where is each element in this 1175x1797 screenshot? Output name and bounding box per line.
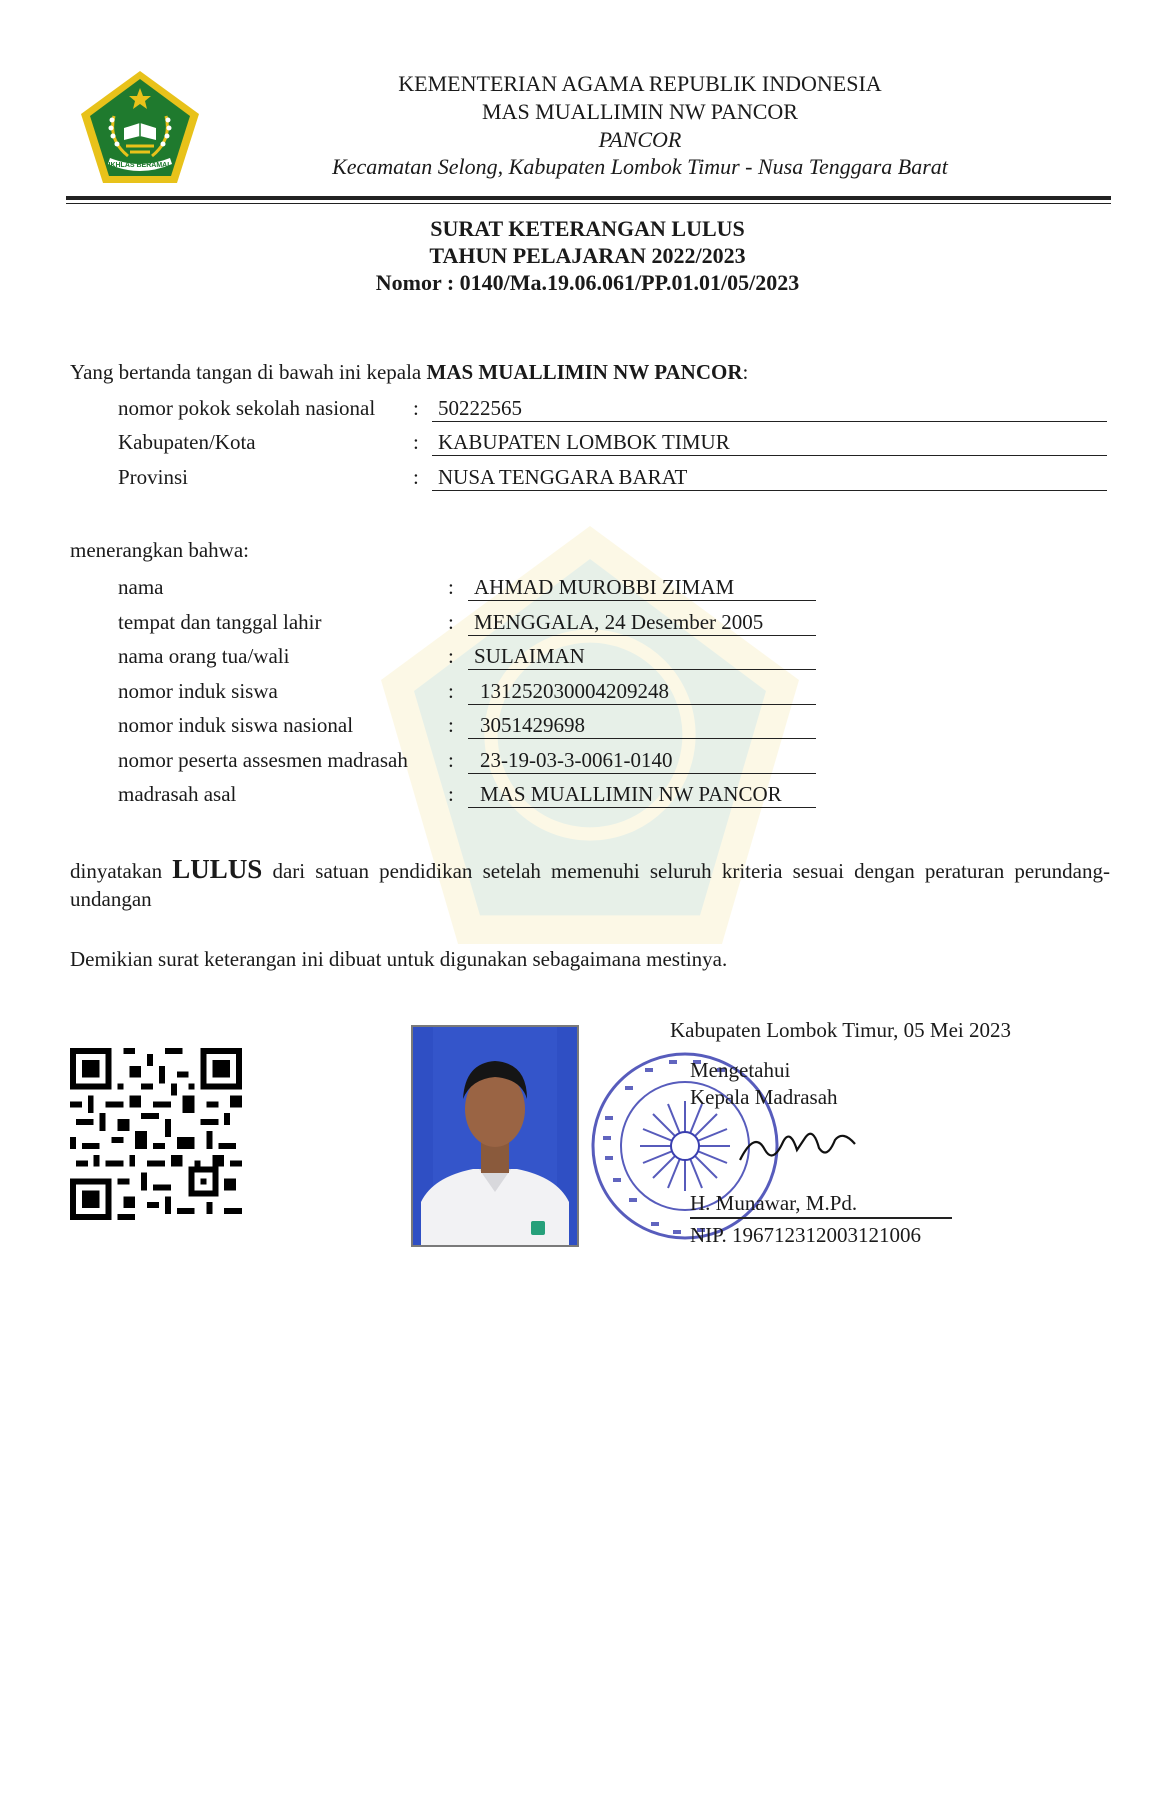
student-photo-illustration bbox=[413, 1027, 577, 1245]
statement-suffix: dari satuan pendidikan setelah memenuhi seluruh kriteria sesuai dengan peraturan perundang-undangan bbox=[70, 859, 1110, 911]
student-info-label: nomor peserta assesmen madrasah bbox=[118, 748, 408, 772]
qr-code bbox=[70, 1048, 242, 1220]
header-rule-thick bbox=[66, 196, 1111, 200]
svg-text:IKHLAS BERAMAL: IKHLAS BERAMAL bbox=[108, 162, 172, 169]
intro-paragraph bbox=[70, 359, 748, 385]
student-info-value: 3051429698 bbox=[468, 712, 816, 739]
signature bbox=[735, 1120, 865, 1170]
school-address: Kecamatan Selong, Kabupaten Lombok Timur - Nusa Tenggara Barat bbox=[332, 154, 948, 179]
student-info-value: 131252030004209248 bbox=[468, 678, 816, 705]
student-info-value: MAS MUALLIMIN NW PANCOR bbox=[468, 781, 816, 808]
statement-prefix: dinyatakan bbox=[70, 859, 173, 883]
ministry-name: KEMENTERIAN AGAMA REPUBLIK INDONESIA bbox=[398, 71, 882, 96]
school-info-value: 50222565 bbox=[432, 395, 1107, 422]
student-info-colon: : bbox=[448, 782, 454, 806]
student-info-label: nama bbox=[118, 575, 164, 599]
graduation-statement bbox=[70, 855, 1110, 913]
student-info-value: SULAIMAN bbox=[468, 643, 816, 670]
student-info-colon: : bbox=[448, 644, 454, 668]
student-info-colon: : bbox=[448, 610, 454, 634]
academic-year: TAHUN PELAJARAN 2022/2023 bbox=[429, 243, 746, 268]
school-info-colon: : bbox=[413, 396, 419, 420]
student-info-label: nama orang tua/wali bbox=[118, 644, 290, 668]
signer-name: H. Munawar, M.Pd. bbox=[690, 1191, 858, 1215]
school-info-value: NUSA TENGGARA BARAT bbox=[432, 464, 1107, 491]
document-title: SURAT KETERANGAN LULUS bbox=[430, 216, 745, 241]
signature-line-1: Mengetahui bbox=[690, 1058, 791, 1082]
signer-underline bbox=[690, 1217, 952, 1219]
student-info-colon: : bbox=[448, 679, 454, 703]
student-info-colon: : bbox=[448, 575, 454, 599]
intro-school: MAS MUALLIMIN NW PANCOR bbox=[426, 360, 743, 384]
student-info-label: tempat dan tanggal lahir bbox=[118, 610, 322, 634]
intro-suffix: : bbox=[742, 360, 749, 384]
header-rule-thin bbox=[66, 203, 1111, 204]
school-name: MAS MUALLIMIN NW PANCOR bbox=[482, 99, 798, 124]
school-info-colon: : bbox=[413, 430, 419, 454]
student-info-label: madrasah asal bbox=[118, 782, 237, 806]
lulus-status: LULUS bbox=[172, 854, 263, 884]
student-info-value: MENGGALA, 24 Desember 2005 bbox=[468, 609, 816, 636]
signer-nip: NIP. 196712312003121006 bbox=[690, 1223, 922, 1247]
student-info-colon: : bbox=[448, 713, 454, 737]
student-info-value: 23-19-03-3-0061-0140 bbox=[468, 747, 816, 774]
school-info-colon: : bbox=[413, 465, 419, 489]
school-info-label: Kabupaten/Kota bbox=[118, 430, 256, 454]
student-info-value: AHMAD MUROBBI ZIMAM bbox=[468, 574, 816, 601]
closing-sentence: Demikian surat keterangan ini dibuat untuk digunakan sebagaimana mestinya. bbox=[70, 947, 728, 971]
student-info-label: nomor induk siswa nasional bbox=[118, 713, 354, 737]
student-info-label: nomor induk siswa bbox=[118, 679, 278, 703]
school-info-label: Provinsi bbox=[118, 465, 189, 489]
menerangkan-label: menerangkan bahwa: bbox=[70, 538, 250, 562]
school-info-value: KABUPATEN LOMBOK TIMUR bbox=[432, 429, 1107, 456]
document-number: Nomor : 0140/Ma.19.06.061/PP.01.01/05/2023 bbox=[375, 270, 800, 295]
student-info-colon: : bbox=[448, 748, 454, 772]
school-town: PANCOR bbox=[598, 127, 682, 152]
place-date: Kabupaten Lombok Timur, 05 Mei 2023 bbox=[670, 1018, 1011, 1042]
signature-line-2: Kepala Madrasah bbox=[690, 1085, 838, 1109]
ministry-logo bbox=[78, 68, 202, 186]
intro-text: Yang bertanda tangan di bawah ini kepala bbox=[70, 360, 427, 384]
student-photo bbox=[411, 1025, 579, 1247]
school-info-label: nomor pokok sekolah nasional bbox=[118, 396, 376, 420]
